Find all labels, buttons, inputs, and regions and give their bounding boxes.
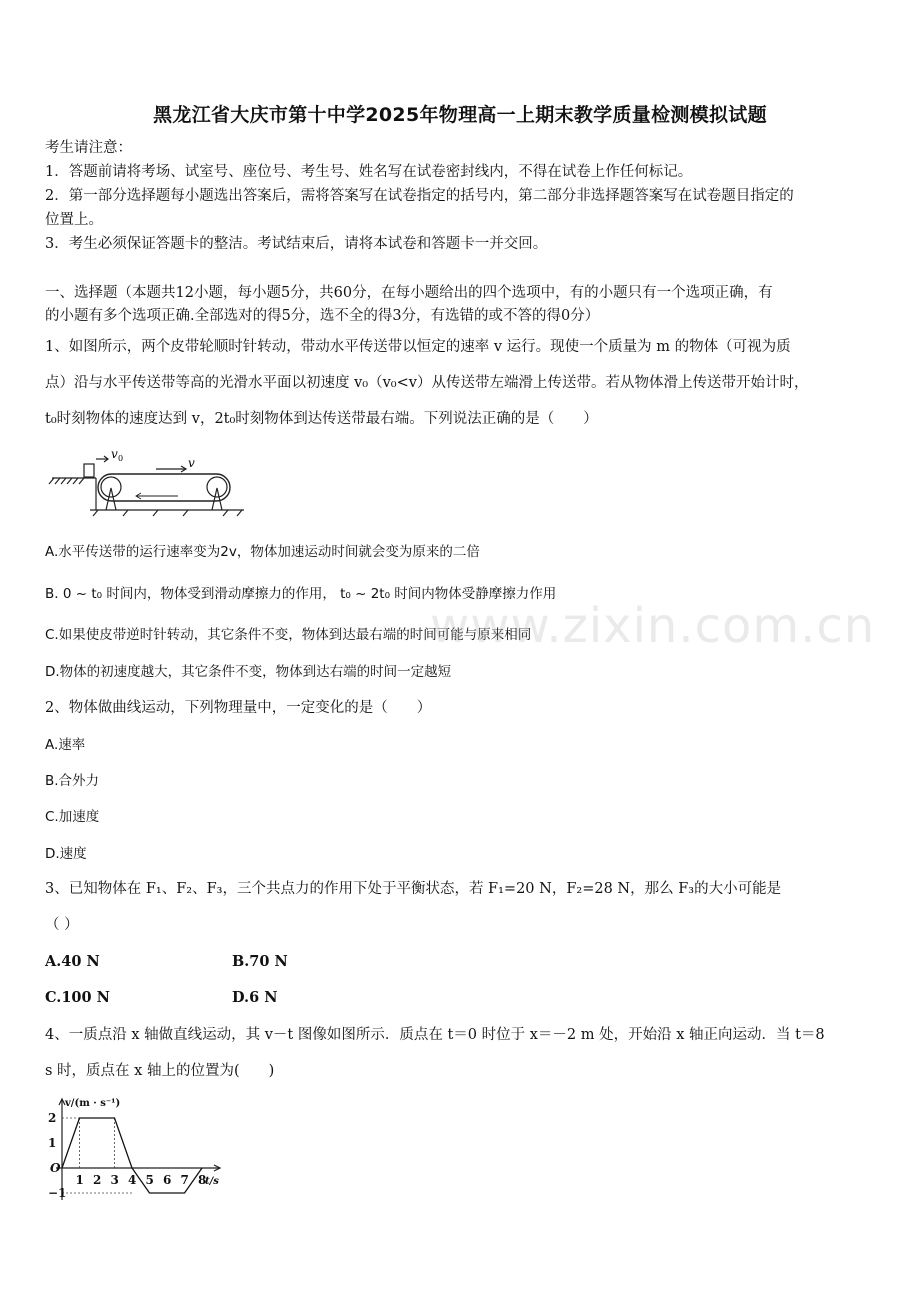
x-tick-label-7: 7	[180, 1173, 189, 1187]
right-pulley	[207, 477, 227, 497]
q1-stem-line-3: t₀时刻物体的速度达到 v，2t₀时刻物体到达传送带最右端。下列说法正确的是（ ）	[45, 411, 598, 427]
y-tick-label-2: O	[50, 1161, 61, 1175]
q4-stem-line-2: s 时，质点在 x 轴上的位置为( )	[45, 1063, 275, 1079]
v0-label: v	[111, 447, 118, 461]
x-tick-label-8: 8	[198, 1173, 207, 1187]
y-tick-label-1: 1	[48, 1136, 57, 1150]
v0-label-sub: 0	[118, 454, 124, 463]
q2-option-b: B.合外力	[45, 773, 100, 789]
v-label: v	[188, 456, 195, 470]
section-heading-line-2: 的小题有多个选项正确.全部选对的得5分，选不全的得3分，有选错的或不答的得0分）	[45, 308, 600, 324]
right-support	[212, 488, 222, 510]
block	[84, 464, 94, 477]
q1-stem-line-1: 1、如图所示，两个皮带轮顺时针转动，带动水平传送带以恒定的速率 v 运行。现使一个质量为 m 的物体（可视为质	[45, 339, 791, 355]
left-support	[106, 488, 116, 510]
watermark: www.zixin.com.cn	[430, 598, 876, 654]
left-pulley	[101, 477, 121, 497]
left-platform-hatch	[49, 478, 84, 484]
notice-item-1: 1．答题前请将考场、试室号、座位号、考生号、姓名写在试卷密封线内，不得在试卷上作任何标记。	[45, 164, 693, 180]
x-tick-label-2: 2	[93, 1173, 102, 1187]
conveyor-figure	[48, 444, 248, 520]
vt-graph	[34, 1092, 244, 1210]
q2-option-d: D.速度	[45, 846, 87, 862]
belt	[98, 474, 230, 501]
notice-header: 考生请注意：	[45, 140, 132, 156]
q3-option-d: D.6 N	[232, 989, 278, 1006]
q2-stem: 2、物体做曲线运动，下列物理量中，一定变化的是（ ）	[45, 700, 432, 716]
q3-stem: 3、已知物体在 F₁、F₂、F₃，三个共点力的作用下处于平衡状态，若 F₁=20 N，F₂=28 N，那么 F₃的大小可能是	[45, 881, 782, 897]
q3-stem-paren: （ ）	[45, 917, 79, 933]
notice-item-3: 3．考生必须保证答题卡的整洁。考试结束后，请将本试卷和答题卡一并交回。	[45, 236, 548, 252]
x-tick-label-3: 3	[110, 1173, 119, 1187]
q3-option-a: A.40 N	[45, 953, 100, 970]
x-tick-label-5: 5	[145, 1173, 154, 1187]
x-tick-label-1: 1	[75, 1173, 84, 1187]
q4-stem-line-1: 4、一质点沿 x 轴做直线运动，其 v－t 图像如图所示．质点在 t＝0 时位于 x＝－2 m 处，开始沿 x 轴正向运动．当 t＝8	[45, 1027, 825, 1043]
q3-option-c: C.100 N	[45, 989, 110, 1006]
section-heading-line-1: 一、选择题（本题共12小题，每小题5分，共60分，在每小题给出的四个选项中，有的小题只有一个选项正确，有	[45, 285, 773, 301]
page-title: 黑龙江省大庆市第十中学2025年物理高一上期末教学质量检测模拟试题	[153, 104, 767, 126]
notice-item-2: 2．第一部分选择题每小题选出答案后，需将答案写在试卷指定的括号内，第二部分非选择题答案写在试卷题目指定的	[45, 188, 794, 204]
x-axis-label: t/s	[205, 1176, 219, 1187]
base-hatch	[93, 510, 242, 516]
q1-stem-line-2: 点）沿与水平传送带等高的光滑水平面以初速度 v₀（v₀<v）从传送带左端滑上传送带。若从物体滑上传送带开始计时，	[45, 375, 809, 391]
q1-option-d: D.物体的初速度越大，其它条件不变，物体到达右端的时间一定越短	[45, 664, 452, 680]
q2-option-a: A.速率	[45, 737, 86, 753]
x-tick-label-6: 6	[163, 1173, 172, 1187]
q1-option-b: B. 0 ~ t₀ 时间内，物体受到滑动摩擦力的作用， t₀ ~ 2t₀ 时间内物体受静摩擦力作用	[45, 586, 557, 602]
notice-item-2-cont: 位置上。	[45, 212, 103, 228]
q2-option-c: C.加速度	[45, 809, 100, 825]
q1-option-c: C.如果使皮带逆时针转动，其它条件不变，物体到达最右端的时间可能与原来相同	[45, 627, 532, 643]
y-tick-label-3: −1	[48, 1186, 67, 1200]
q1-option-a: A.水平传送带的运行速率变为2v，物体加速运动时间就会变为原来的二倍	[45, 544, 480, 560]
y-tick-label-0: 2	[48, 1111, 57, 1125]
x-tick-label-4: 4	[128, 1173, 137, 1187]
q3-option-b: B.70 N	[232, 953, 288, 970]
y-axis-label: v/(m · s⁻¹)	[65, 1098, 121, 1109]
